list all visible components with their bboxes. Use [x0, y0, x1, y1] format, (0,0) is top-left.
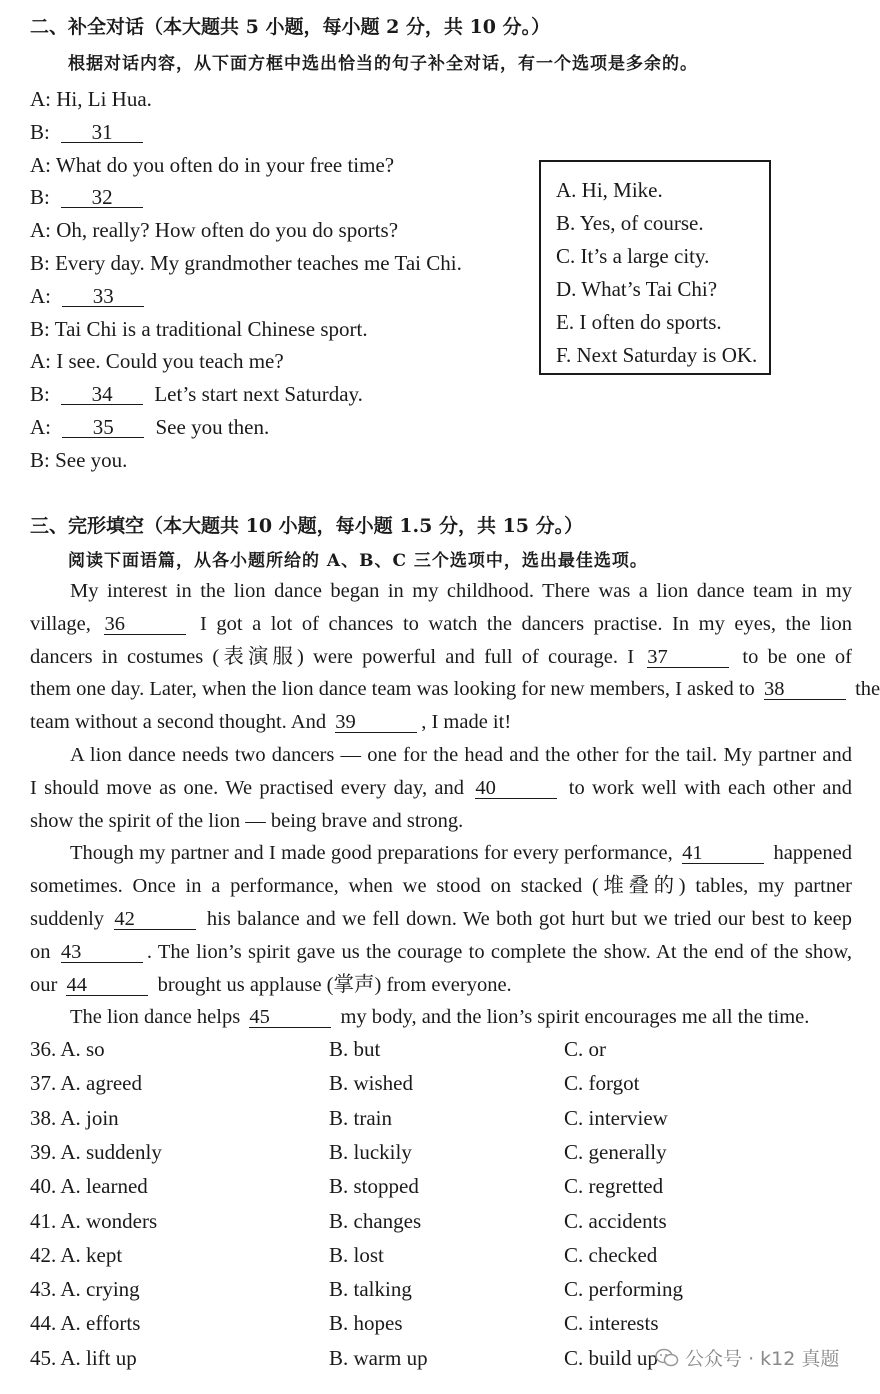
speaker-label: A:: [30, 218, 51, 243]
choice-a[interactable]: 37. A. agreed: [30, 1071, 142, 1096]
dialogue-text: See you then.: [155, 415, 270, 439]
dialogue-line: [30, 284, 144, 308]
dialogue-line: [30, 120, 143, 144]
dialogue-line: [30, 153, 394, 177]
choice-a[interactable]: 43. A. crying: [30, 1277, 140, 1302]
choice-b[interactable]: B. stopped: [329, 1174, 419, 1199]
choice-c[interactable]: C. interview: [564, 1105, 668, 1130]
options-box: [539, 160, 771, 375]
choice-c[interactable]: C. regretted: [564, 1174, 664, 1199]
dialogue-text: Let’s start next Saturday.: [154, 382, 363, 407]
blank-39[interactable]: 39: [335, 712, 417, 733]
dialogue-text: Oh, really? How often do you do sports?: [56, 218, 399, 243]
dialogue-line: [30, 87, 152, 111]
dialogue-line: [30, 382, 363, 406]
passage-line: sometimes. Once in a performance, when we stood on stacked (堆叠的) tables, my partner: [30, 875, 852, 898]
passage-line: show the spirit of the lion — being brave and strong.: [30, 809, 464, 832]
passage-line: I should move as one. We practised every day, and 40 to work well with each other and: [30, 776, 852, 799]
dialogue-line: [30, 185, 143, 209]
dialogue-text: Hi, Li Hua.: [56, 87, 152, 111]
dialogue-text: Every day. My grandmother teaches me Tai Chi.: [55, 251, 462, 275]
section3-instruction: 阅读下面语篇，从各小题所给的 A、B、C 三个选项中，选出最佳选项。: [68, 551, 648, 571]
option-f: F. Next Saturday is OK.: [556, 343, 758, 367]
choice-b[interactable]: B. hopes: [329, 1311, 403, 1336]
speaker-label: A:: [30, 152, 51, 177]
speaker-label: B:: [30, 316, 50, 341]
passage-line: them one day. Later, when the lion dance team was looking for new members, I asked to 38 the: [30, 678, 880, 701]
choice-c[interactable]: C. accidents: [564, 1208, 667, 1233]
speaker-label: A:: [30, 283, 51, 308]
choice-a[interactable]: 42. A. kept: [30, 1242, 123, 1267]
dialogue-text: Tai Chi is a traditional Chinese sport.: [54, 316, 368, 341]
wechat-icon: [655, 1348, 679, 1368]
choice-c[interactable]: C. forgot: [564, 1071, 640, 1096]
choice-c[interactable]: C. performing: [564, 1277, 683, 1302]
dialogue-line: [30, 218, 398, 242]
speaker-label: B:: [30, 382, 50, 407]
speaker-label: B:: [30, 447, 50, 472]
speaker-label: A:: [30, 87, 51, 111]
dialogue-text: See you.: [55, 447, 128, 472]
blank-42[interactable]: 42: [114, 909, 196, 930]
option-c: C. It’s a large city.: [556, 244, 710, 268]
choice-b[interactable]: B. lost: [329, 1242, 384, 1267]
blank-31[interactable]: 31: [61, 122, 143, 143]
choice-b[interactable]: B. but: [329, 1037, 381, 1061]
dialogue-text: I see. Could you teach me?: [56, 349, 284, 374]
speaker-label: A:: [30, 349, 51, 374]
blank-34[interactable]: 34: [61, 384, 143, 405]
section2-instruction: 根据对话内容，从下面方框中选出恰当的句子补全对话，有一个选项是多余的。: [68, 54, 698, 74]
passage-line: on 43 . The lion’s spirit gave us the courage to complete the show. At the end of the show,: [30, 940, 852, 963]
choice-c[interactable]: C. generally: [564, 1139, 667, 1164]
blank-38[interactable]: 38: [764, 679, 846, 700]
section3-heading: 三、完形填空（本大题共 10 小题，每小题 1.5 分，共 15 分。）: [30, 515, 584, 537]
choice-b[interactable]: B. changes: [329, 1208, 422, 1233]
choice-b[interactable]: B. talking: [329, 1277, 412, 1302]
blank-36[interactable]: 36: [104, 614, 186, 635]
passage-line: village, 36 I got a lot of chances to watch the dancers practise. In my eyes, the lion: [30, 612, 852, 635]
choice-c[interactable]: C. checked: [564, 1242, 658, 1267]
blank-35[interactable]: 35: [62, 417, 144, 438]
choice-b[interactable]: B. train: [329, 1105, 392, 1130]
choice-a[interactable]: 38. A. join: [30, 1105, 119, 1130]
choice-a[interactable]: 36. A. so: [30, 1037, 105, 1061]
passage-line: A lion dance needs two dancers — one for the head and the other for the tail. My partner and: [70, 744, 852, 766]
blank-45[interactable]: 45: [249, 1007, 331, 1028]
dialogue-line: [30, 349, 284, 373]
dialogue-line: [30, 415, 269, 439]
choice-a[interactable]: 44. A. efforts: [30, 1311, 141, 1336]
blank-33[interactable]: 33: [62, 286, 144, 307]
blank-40[interactable]: 40: [475, 778, 557, 799]
passage-line: our 44 brought us applause (掌声) from everyone.: [30, 973, 512, 996]
dialogue-line: [30, 448, 127, 472]
choice-a[interactable]: 45. A. lift up: [30, 1345, 137, 1370]
speaker-label: B:: [30, 185, 50, 210]
passage-line: dancers in costumes (表演服) were powerful and full of courage. I 37 to be one of: [30, 645, 852, 668]
option-d: D. What’s Tai Chi?: [556, 277, 718, 301]
speaker-label: A:: [30, 415, 51, 439]
blank-37[interactable]: 37: [647, 647, 729, 668]
blank-32[interactable]: 32: [61, 187, 143, 208]
dialogue-line: [30, 251, 462, 275]
choice-b[interactable]: B. wished: [329, 1071, 413, 1096]
choice-c[interactable]: C. build up: [564, 1345, 658, 1370]
option-a: A. Hi, Mike.: [556, 178, 663, 202]
watermark-text: 公众号 · k12 真题: [685, 1348, 840, 1370]
choice-a[interactable]: 41. A. wonders: [30, 1208, 158, 1233]
option-b: B. Yes, of course.: [556, 211, 704, 235]
watermark: [655, 1344, 839, 1371]
choice-b[interactable]: B. luckily: [329, 1139, 412, 1164]
passage-line: team without a second thought. And 39 , I made it!: [30, 711, 512, 734]
blank-41[interactable]: 41: [682, 843, 764, 864]
choice-b[interactable]: B. warm up: [329, 1345, 428, 1370]
choice-c[interactable]: C. interests: [564, 1311, 659, 1336]
dialogue-line: [30, 317, 368, 341]
speaker-label: B:: [30, 251, 50, 275]
section2-heading: 二、补全对话（本大题共 5 小题，每小题 2 分，共 10 分。）: [30, 16, 551, 38]
speaker-label: B:: [30, 119, 50, 144]
passage-line: My interest in the lion dance began in my childhood. There was a lion dance team in my: [70, 580, 852, 602]
option-e: E. I often do sports.: [556, 310, 722, 334]
cloze-passage: [30, 579, 880, 1039]
choice-c[interactable]: C. or: [564, 1037, 606, 1061]
choice-a[interactable]: 39. A. suddenly: [30, 1139, 162, 1164]
passage-line: The lion dance helps 45 my body, and the lion’s spirit encourages me all the time.: [70, 1006, 810, 1029]
blank-44[interactable]: 44: [66, 975, 148, 996]
choice-a[interactable]: 40. A. learned: [30, 1174, 148, 1199]
passage-line: Though my partner and I made good preparations for every performance, 41 happened: [70, 842, 853, 865]
passage-line: suddenly 42 his balance and we fell down. We both got hurt but we tried our best to keep: [30, 908, 852, 930]
blank-43[interactable]: 43: [61, 942, 143, 963]
dialogue-text: What do you often do in your free time?: [55, 152, 395, 177]
